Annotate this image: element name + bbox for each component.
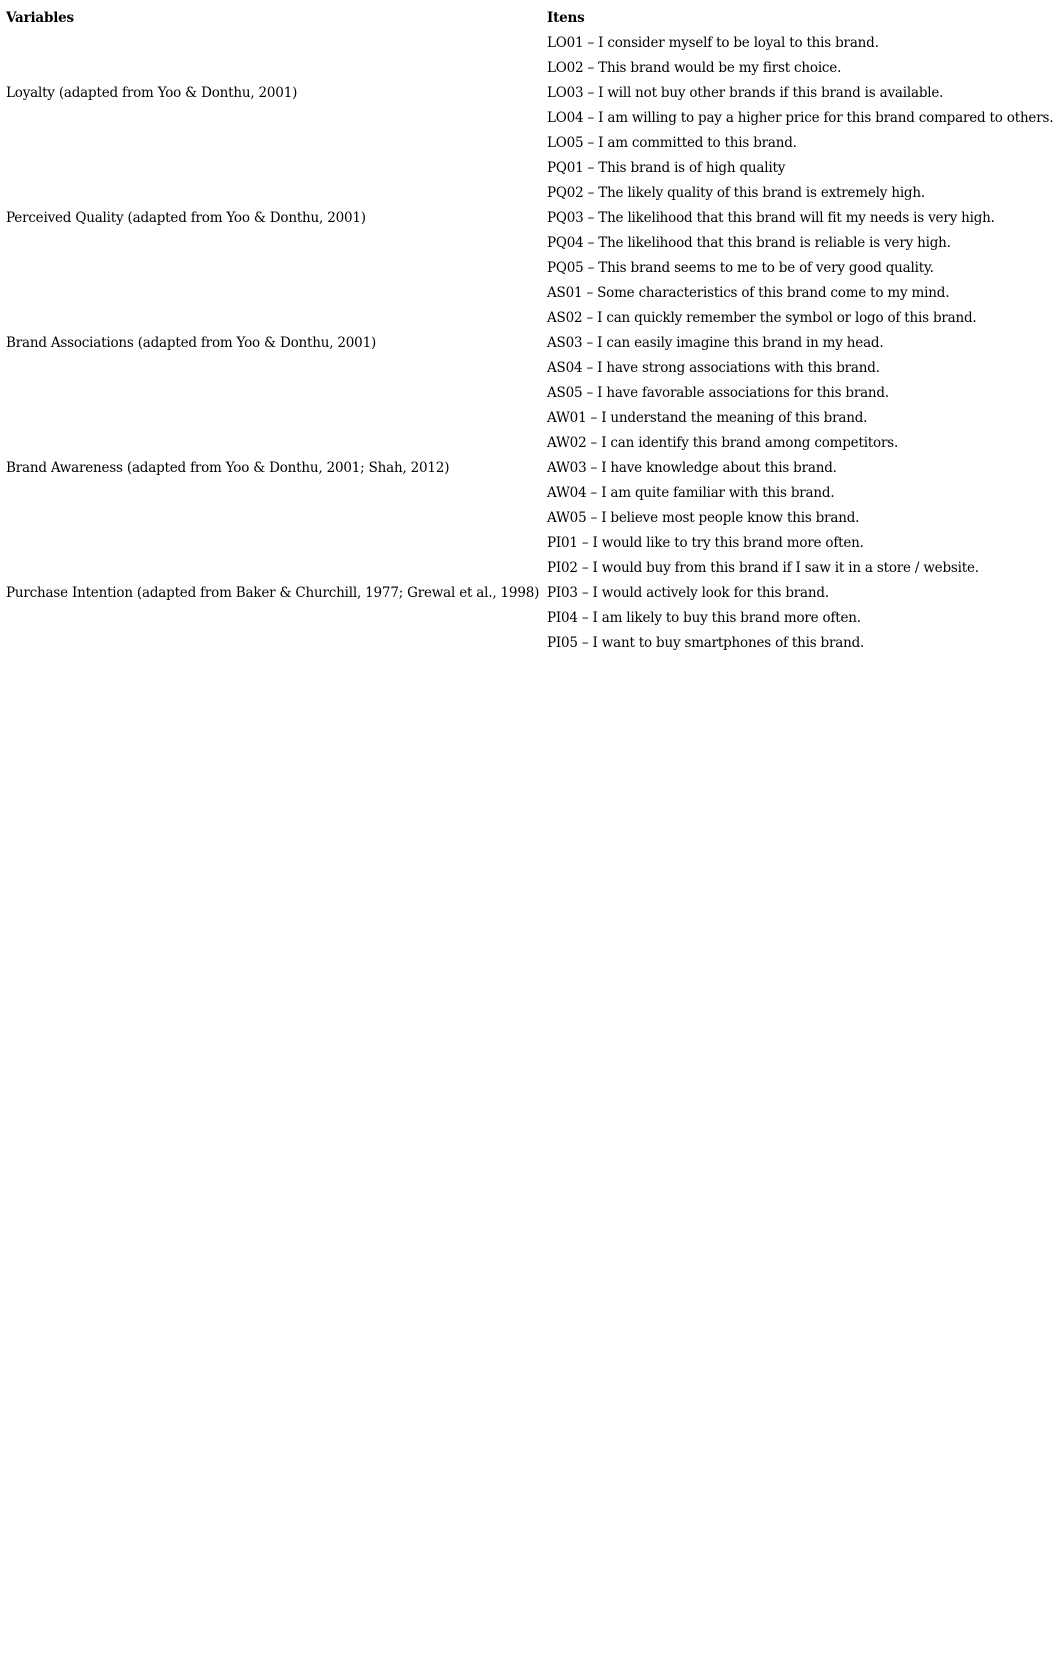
table-row [6, 331, 1053, 356]
table-row [6, 106, 1053, 131]
table-row [6, 531, 1053, 556]
variable-cell-empty [6, 156, 547, 181]
variable-cell-empty [6, 306, 547, 331]
item-cell: PQ03 – The likelihood that this brand will fit my needs is very high. [547, 210, 995, 226]
item-cell: LO03 – I will not buy other brands if this brand is available. [547, 85, 944, 101]
item-cell: LO04 – I am willing to pay a higher price for this brand compared to others. [547, 110, 1054, 126]
table-row [6, 306, 1053, 331]
item-cell: PI05 – I want to buy smartphones of this brand. [547, 635, 865, 651]
table-row [6, 431, 1053, 456]
variable-cell-empty [6, 131, 547, 156]
item-cell: AS03 – I can easily imagine this brand in my head. [547, 335, 884, 351]
item-cell: LO02 – This brand would be my first choice. [547, 60, 842, 76]
variable-cell-empty [6, 56, 547, 81]
table-row [6, 231, 1053, 256]
variable-cell-empty [6, 406, 547, 431]
item-cell: AW05 – I believe most people know this brand. [547, 510, 860, 526]
table-row [6, 256, 1053, 281]
table-row [6, 381, 1053, 406]
table-row [6, 356, 1053, 381]
variable-cell-empty [6, 181, 547, 206]
item-cell: PI04 – I am likely to buy this brand more often. [547, 610, 861, 626]
item-cell: PI01 – I would like to try this brand more often. [547, 535, 864, 551]
item-cell: LO01 – I consider myself to be loyal to this brand. [547, 35, 879, 51]
table-row [6, 556, 1053, 581]
variable-cell: Loyalty (adapted from Yoo & Donthu, 2001) [6, 85, 298, 101]
variable-cell: Brand Associations (adapted from Yoo & Donthu, 2001) [6, 335, 377, 351]
variable-cell-empty [6, 231, 547, 256]
table-row [6, 456, 1053, 481]
variables-items-table [6, 6, 1053, 656]
item-cell: PQ05 – This brand seems to me to be of very good quality. [547, 260, 934, 276]
item-cell: PI03 – I would actively look for this brand. [547, 585, 829, 601]
item-cell: PQ02 – The likely quality of this brand is extremely high. [547, 185, 925, 201]
item-cell: AW01 – I understand the meaning of this brand. [547, 410, 868, 426]
item-cell: LO05 – I am committed to this brand. [547, 135, 797, 151]
item-cell: PI02 – I would buy from this brand if I saw it in a store / website. [547, 560, 979, 576]
variable-cell: Brand Awareness (adapted from Yoo & Donthu, 2001; Shah, 2012) [6, 460, 450, 476]
variable-cell-empty [6, 481, 547, 506]
item-cell: AS04 – I have strong associations with this brand. [547, 360, 880, 376]
table-row [6, 181, 1053, 206]
table-row [6, 581, 1053, 606]
variable-cell-empty [6, 281, 547, 306]
item-cell: PQ01 – This brand is of high quality [547, 160, 786, 176]
variable-cell-empty [6, 31, 547, 56]
table-body [6, 31, 1053, 656]
variable-cell-empty [6, 356, 547, 381]
item-cell: AW04 – I am quite familiar with this brand. [547, 485, 835, 501]
item-cell: AS02 – I can quickly remember the symbol or logo of this brand. [547, 310, 977, 326]
header-items: Itens [547, 10, 585, 26]
table-row [6, 481, 1053, 506]
variable-cell-empty [6, 606, 547, 631]
variable-cell-empty [6, 631, 547, 656]
table-row [6, 631, 1053, 656]
variable-cell: Perceived Quality (adapted from Yoo & Donthu, 2001) [6, 210, 366, 226]
item-cell: AW02 – I can identify this brand among competitors. [547, 435, 899, 451]
item-cell: AS05 – I have favorable associations for this brand. [547, 385, 889, 401]
variable-cell-empty [6, 256, 547, 281]
table-row [6, 31, 1053, 56]
item-cell: PQ04 – The likelihood that this brand is reliable is very high. [547, 235, 951, 251]
item-cell: AW03 – I have knowledge about this brand. [547, 460, 837, 476]
variable-cell-empty [6, 431, 547, 456]
item-cell: AS01 – Some characteristics of this brand come to my mind. [547, 285, 950, 301]
variable-cell-empty [6, 106, 547, 131]
variable-cell-empty [6, 556, 547, 581]
table-row [6, 506, 1053, 531]
table-row [6, 206, 1053, 231]
variable-cell: Purchase Intention (adapted from Baker & Churchill, 1977; Grewal et al., 1998) [6, 585, 540, 601]
table-row [6, 606, 1053, 631]
table-row [6, 156, 1053, 181]
header-row [6, 6, 1053, 31]
variable-cell-empty [6, 506, 547, 531]
table-row [6, 56, 1053, 81]
header-variables: Variables [6, 10, 74, 26]
table-row [6, 406, 1053, 431]
variable-cell-empty [6, 381, 547, 406]
table-row [6, 131, 1053, 156]
table-row [6, 281, 1053, 306]
table-row [6, 81, 1053, 106]
variable-cell-empty [6, 531, 547, 556]
